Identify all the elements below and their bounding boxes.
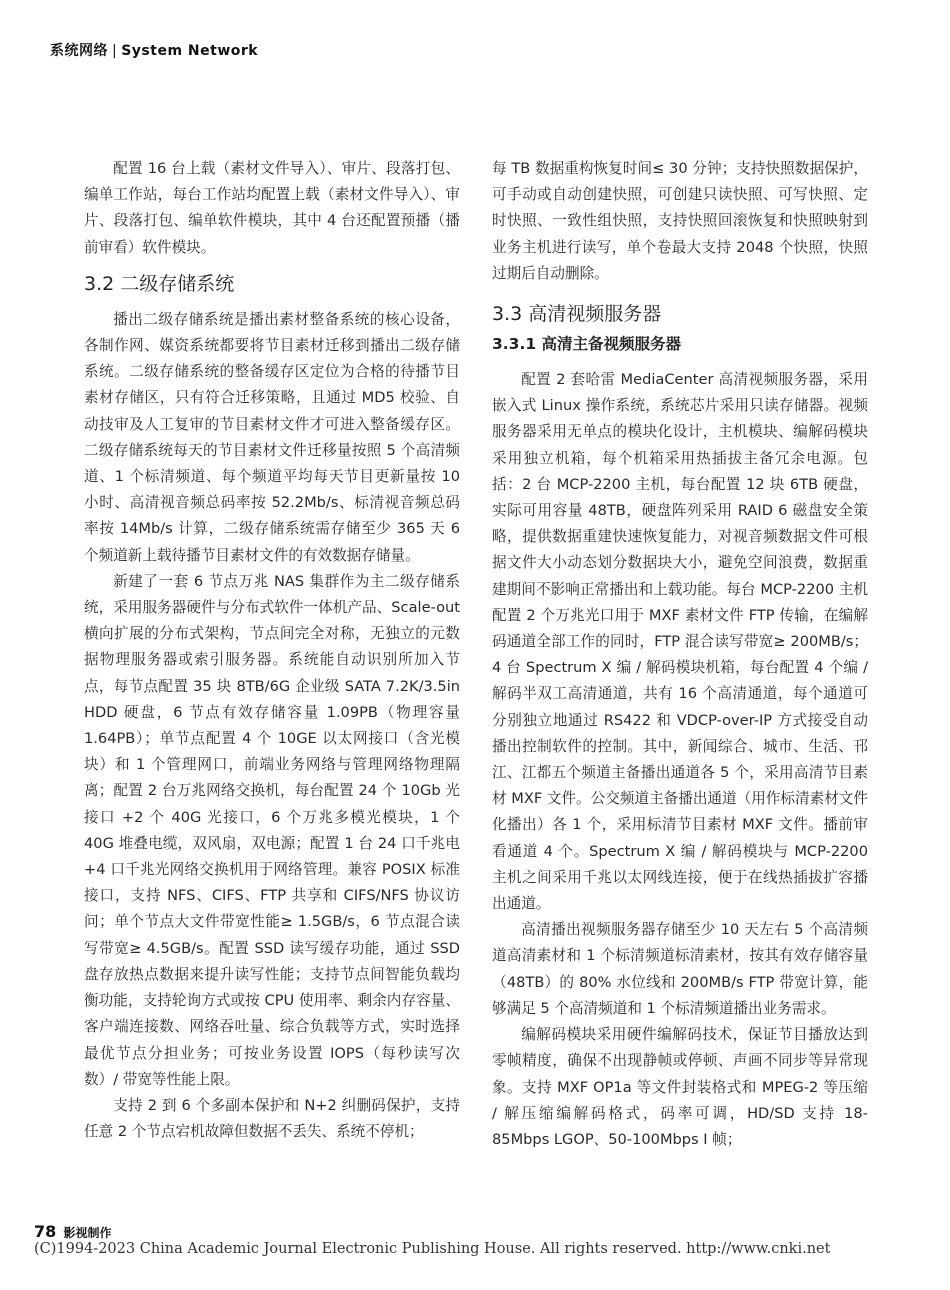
paragraph-storage-capacity: 高清播出视频服务器存储至少 10 天左右 5 个高清频道高清素材和 1 个标清频道标清素材，按其有效存储容量（48TB）的 80% 水位线和 200MB/s FTP 带宽计算，能够满足 5 个高清频道和 1 个标清频道播出业务需求。 xyxy=(492,921,868,1017)
copyright-notice: (C)1994-2023 China Academic Journal Electronic Publishing House. All rights reserved. http://www.cnki.net xyxy=(34,1241,831,1257)
left-column xyxy=(84,156,460,1145)
section-heading-3-2: 3.2 二级存储系统 xyxy=(84,272,235,295)
section-heading-3-3: 3.3 高清视频服务器 xyxy=(492,303,662,326)
right-column xyxy=(492,156,868,1153)
paragraph-video-server: 配置 2 套哈雷 MediaCenter 高清视频服务器，采用嵌入式 Linux 操作系统，系统芯片采用只读存储器。视频服务器采用无单点的模块化设计，主机模块、编解码模块采用独立机箱，每个机箱采用热插拔主备冗余电源。包括：2 台 MCP-2200 主机，每台配置 12 块 6TB 硬盘，实际可用容量 48TB，硬盘阵列采用 RAID 6 磁盘安全策略，提供数据重建快速恢复能力，对视音频数据文件可根据文件大小动态划分数据块大小，避免空间浪费，数据重建期间不影响正常播出和上载功能。每台 MCP-2200 主机配置 2 个万兆光口用于 MXF 素材文件 FTP 传输，在编解码通道全部工作的同时，FTP 混合读写带宽≥ 200MB/s；4 台 Spectrum X 编 / 解码模块机箱，每台配置 4 个编 / 解码半双工高清通道，共有 16 个高清通道，每个通道可分别独立地通过 RS422 和 VDCP-over-IP 方式接受自动播出控制软件的控制。其中，新闻综合、城市、生活、邗江、江都五个频道主备播出通道各 5 个，采用高清节目素材 MXF 文件。公交频道主备播出通道（用作标清素材文件化播出）各 1 个，采用标清节目素材 MXF 文件。播前审看通道 4 个。Spectrum X 编 / 解码模块与 MCP-2200 主机之间采用千兆以太网线连接，便于在线热插拔扩容播出通道。 xyxy=(492,371,868,913)
header-separator: | xyxy=(112,43,118,59)
header-section-cn: 系统网络 xyxy=(50,43,108,59)
continuation-paragraph: 每 TB 数据重构恢复时间≤ 30 分钟；支持快照数据保护，可手动或自动创建快照，可创建只读快照、可写快照、定时快照、一致性组快照，支持快照回滚恢复和快照映射到业务主机进行读写，单个卷最大支持 2048 个快照，快照过期后自动删除。 xyxy=(492,160,868,282)
paragraph-replica-protection: 支持 2 到 6 个多副本保护和 N+2 纠删码保护，支持任意 2 个节点宕机故障但数据不丢失、系统不停机； xyxy=(84,1096,460,1141)
header-section-en: System Network xyxy=(121,43,259,59)
page-footer xyxy=(34,1222,112,1241)
paragraph-codec-module: 编解码模块采用硬件编解码技术，保证节目播放达到零帧精度，确保不出现静帧或停顿、声画不同步等异常现象。支持 MXF OP1a 等文件封装格式和 MPEG-2 等压缩 / 解压缩编解码格式，码率可调，HD/SD 支持 18-85Mbps LGOP、50-100Mbps I 帧； xyxy=(492,1026,868,1148)
journal-name: 影视制作 xyxy=(63,1226,112,1240)
subsection-heading-3-3-1: 3.3.1 高清主备视频服务器 xyxy=(492,335,682,354)
page-number: 78 xyxy=(34,1222,57,1241)
paragraph-storage-overview: 播出二级存储系统是播出素材整备系统的核心设备，各制作网、媒资系统都要将节目素材迁移到播出二级存储系统。二级存储系统的整备缓存区定位为合格的待播节目素材存储区，只有符合迁移策略，且通过 MD5 校验、自动技审及人工复审的节目素材文件才可进入整备缓存区。二级存储系统每天的节目素材文件迁移量按照 5 个高清频道、1 个标清频道、每个频道平均每天节目更新量按 10 小时、高清视音频总码率按 52.2Mb/s、标清视音频总码率按 14Mb/s 计算，二级存储系统需存储至少 365 天 6 个频道新上载待播节目素材文件的有效数据存储量。 xyxy=(84,310,460,564)
intro-paragraph: 配置 16 台上载（素材文件导入）、审片、段落打包、编单工作站，每台工作站均配置上载（素材文件导入）、审片、段落打包、编单软件模块，其中 4 台还配置预播（播前审看）软件模块。 xyxy=(84,160,460,256)
running-header xyxy=(50,40,258,60)
paragraph-nas-cluster: 新建了一套 6 节点万兆 NAS 集群作为主二级存储系统，采用服务器硬件与分布式软件一体机产品、Scale-out 横向扩展的分布式架构，节点间完全对称，无独立的元数据物理服务器或索引服务器。系统能自动识别所加入节点，每节点配置 35 块 8TB/6G 企业级 SATA 7.2K/3.5in HDD 硬盘，6 节点有效存储容量 1.09PB（物理容量 1.64PB）；单节点配置 4 个 10GE 以太网接口（含光模块）和 1 个管理网口，前端业务网络与管理网络物理隔离；配置 2 台万兆网络交换机，每台配置 24 个 10Gb 光接口 +2 个 40G 光接口，6 个万兆多模光模块，1 个 40G 堆叠电缆，双风扇，双电源；配置 1 台 24 口千兆电 +4 口千兆光网络交换机用于网络管理。兼容 POSIX 标准接口，支持 NFS、CIFS、FTP 共享和 CIFS/NFS 协议访问；单个节点大文件带宽性能≥ 1.5GB/s，6 节点混合读写带宽≥ 4.5GB/s。配置 SSD 读写缓存功能，通过 SSD 盘存放热点数据来提升读写性能；支持节点间智能负载均衡功能，支持轮询方式或按 CPU 使用率、剩余内存容量、客户端连接数、网络吞吐量、综合负载等方式，实时选择最优节点分担业务；可按业务设置 IOPS（每秒读写次数）/ 带宽等性能上限。 xyxy=(84,572,460,1088)
